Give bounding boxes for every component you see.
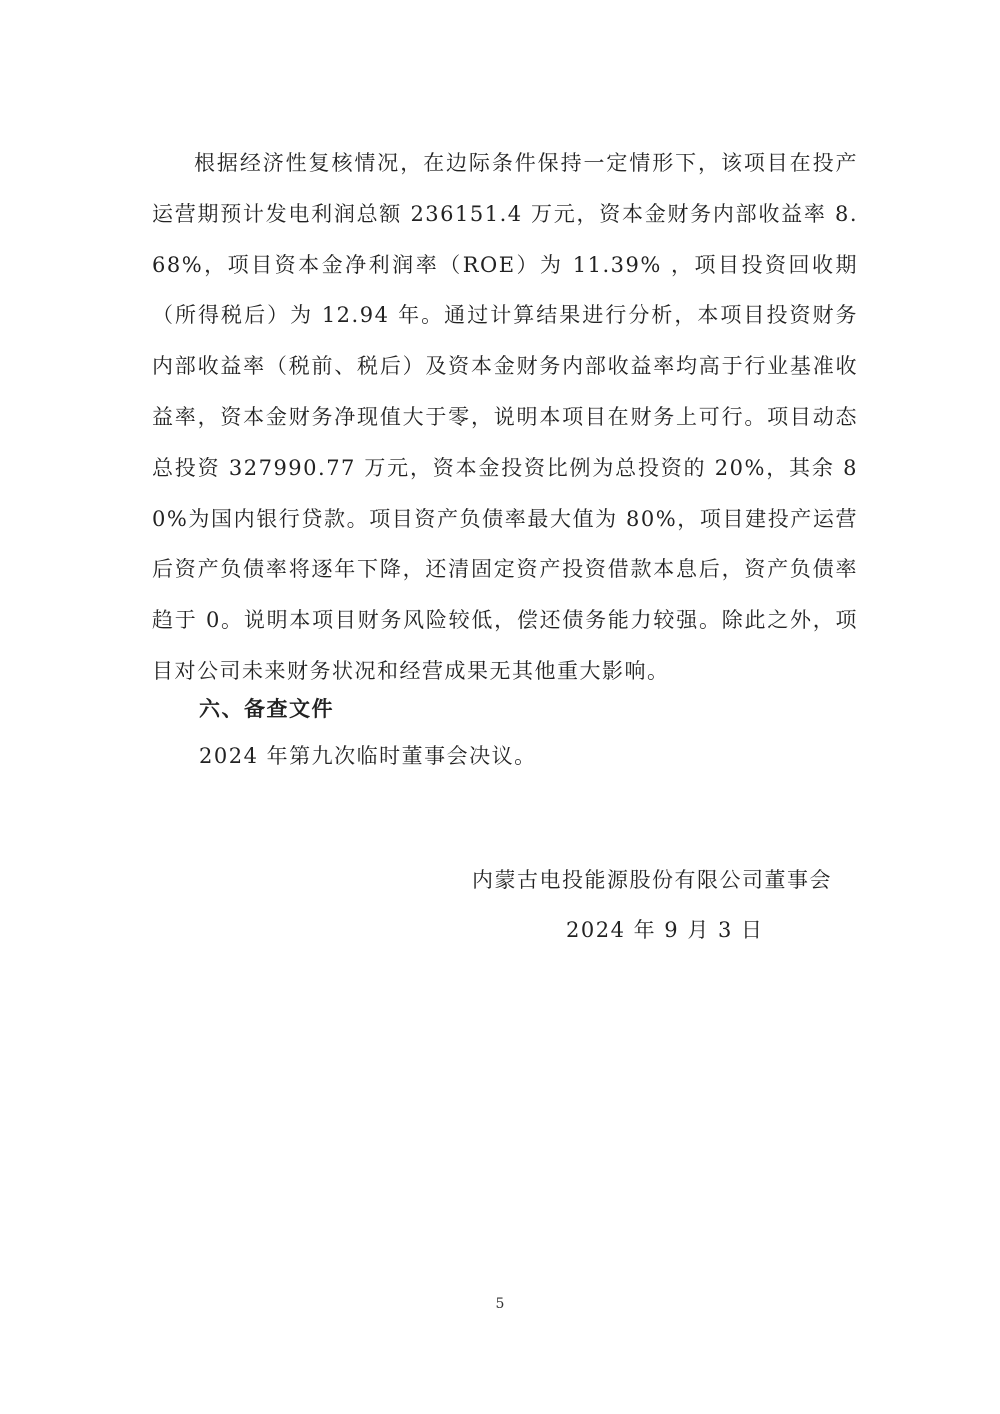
- signature-company: 内蒙古电投能源股份有限公司董事会: [472, 868, 832, 892]
- page-number: 5: [495, 1296, 505, 1312]
- reference-document-item: 2024 年第九次临时董事会决议。: [199, 744, 537, 768]
- financial-analysis-paragraph: 根据经济性复核情况，在边际条件保持一定情形下，该项目在投产运营期预计发电利润总额 236151.4 万元，资本金财务内部收益率 8.68%，项目资本金净利润率（ROE）为 11.39% ，项目投资回收期（所得税后）为 12.94 年。通过计算结果进行分析，本项目投资财务内部收益率（税前、税后）及资本金财务内部收益率均高于行业基准收益率，资本金财务净现值大于零，说明本项目在财务上可行。项目动态总投资 327990.77 万元，资本金投资比例为总投资的 20%，其余 80%为国内银行贷款。项目资产负债率最大值为 80%，项目建投产运营后资产负债率将逐年下降，还清固定资产投资借款本息后，资产负债率趋于 0。说明本项目财务风险较低，偿还债务能力较强。除此之外，项目对公司未来财务状况和经营成果无其他重大影响。: [152, 151, 858, 683]
- section-heading-reference-documents: 六、备查文件: [199, 697, 334, 721]
- signature-date: 2024 年 9 月 3 日: [566, 918, 764, 942]
